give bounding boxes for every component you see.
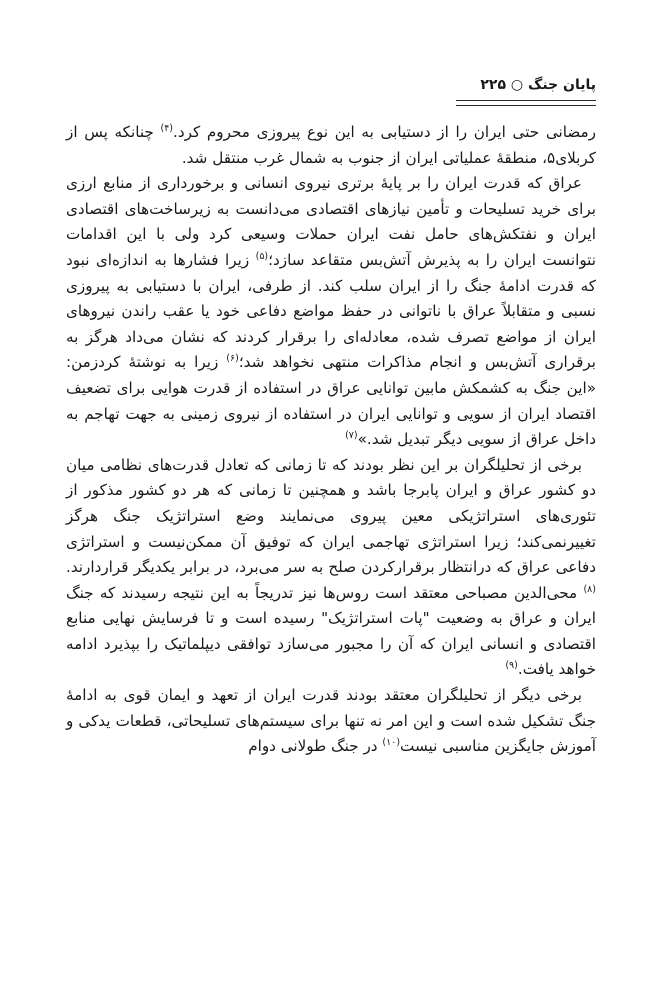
paragraph xyxy=(66,683,596,760)
paragraph-text: برخی دیگر از تحلیلگران معتقد بودند قدرت ایران از تعهد و ایمان قوی به ادامهٔ جنگ تشکیل شده است و این امر نه تنها برای سیستم‌های تسلیحاتی، قطعات یدکی و آموزش جایگزین مناسبی نیست xyxy=(66,686,596,756)
paragraph xyxy=(66,120,596,171)
header-double-rule xyxy=(456,100,596,106)
paragraph xyxy=(66,171,596,453)
footnote-marker: (۶) xyxy=(226,353,239,365)
page-number: ۲۲۵ xyxy=(480,77,507,93)
paragraph xyxy=(66,453,596,683)
paragraph-text: زیرا به نوشتهٔ کردزمن: «این جنگ به کشمکش مابین توانایی عراق در استفاده از قدرت هوایی برای تضعیف اقتصاد ایران از سویی و توانایی ایران در استفاده از نیروی زمینی به جهت تهاجم به داخل عراق از سویی دیگر تبدیل شد.» xyxy=(66,353,596,449)
paragraph-text: در جنگ طولانی دوام xyxy=(248,737,383,756)
paragraph-text: محی‌الدین مصباحی معتقد است روس‌ها نیز تدریجاً به این نتیجه رسیدند که جنگ ایران و عراق به وضعیت "پات استراتژیک" رسیده است و تا فرسایش نهایی منابع اقتصادی و انسانی ایران که آن را مجبور می‌سازد توافقی دیپلماتیک را بپذیرد ادامه خواهد یافت. xyxy=(66,583,596,679)
paragraph-text: رمضانی حتی ایران را از دستیابی به این نوع پیروزی محروم کرد. xyxy=(173,123,596,141)
paragraph-text: برخی از تحلیلگران بر این نظر بودند که تا زمانی که تعادل قدرت‌های نظامی میان دو کشور عراق و ایران پابرجا باشد و همچنین تا زمانی که هر دو کشور مذکور از تئوری‌های استراتژیکی معین پیروی می‌نمایند وضع استراتژیک جنگ هرگز تغییرنمی‌کند؛ زیرا استراتژی تهاجمی ایران که توفیق آن ممکن‌نیست و استراتژی دفاعی عراق که درانتظار برقرارکردن صلح به سر می‌برد، در برابر یکدیگر قراردارند. xyxy=(66,455,596,577)
header-separator-icon: ○ xyxy=(510,77,524,93)
footnote-marker: (۸) xyxy=(583,583,596,595)
running-title: پایان جنگ xyxy=(528,77,596,93)
body-text xyxy=(66,120,596,760)
running-header xyxy=(456,76,596,94)
footnote-marker: (۷) xyxy=(345,430,358,442)
paragraph-text: چنانکه پس از کربلای۵، منطقهٔ عملیاتی ایران از جنوب به شمال غرب منتقل شد. xyxy=(66,123,596,167)
footnote-marker: (۱۰) xyxy=(382,737,401,749)
footnote-marker: (۹) xyxy=(505,660,518,672)
footnote-marker: (۵) xyxy=(255,250,269,262)
paragraph-text: زیرا فشارها به اندازه‌ای نبود که قدرت ادامهٔ جنگ را از ایران سلب کند. از طرفی، ایران با دستیابی به پیروزی نسبی و متقابلاً عراق با ناتوانی در حفظ مواضع دفاعی خود یا عقب راندن نیروهای ایران از مواضع تصرف شده، معادله‌ای را برقرار کردند که نشان می‌داد هرگز به برقراری آتش‌بس و انجام مذاکرات منتهی نخواهد شد؛ xyxy=(66,250,597,372)
footnote-marker: (۴) xyxy=(160,122,174,134)
paragraph-text: عراق که قدرت ایران را بر پایهٔ برتری نیروی انسانی و برخورداری از منابع ارزی برای خرید تسلیحات و تأمین نیازهای اقتصادی می‌دانست به زیرساخت‌های اقتصادی ایران و نفتکش‌های حامل نفت ایران حملات وسیعی کرد ولی با این اقدامات نتوانست ایران را به پذیرش آتش‌بس متقاعد سازد؛ xyxy=(66,174,596,269)
